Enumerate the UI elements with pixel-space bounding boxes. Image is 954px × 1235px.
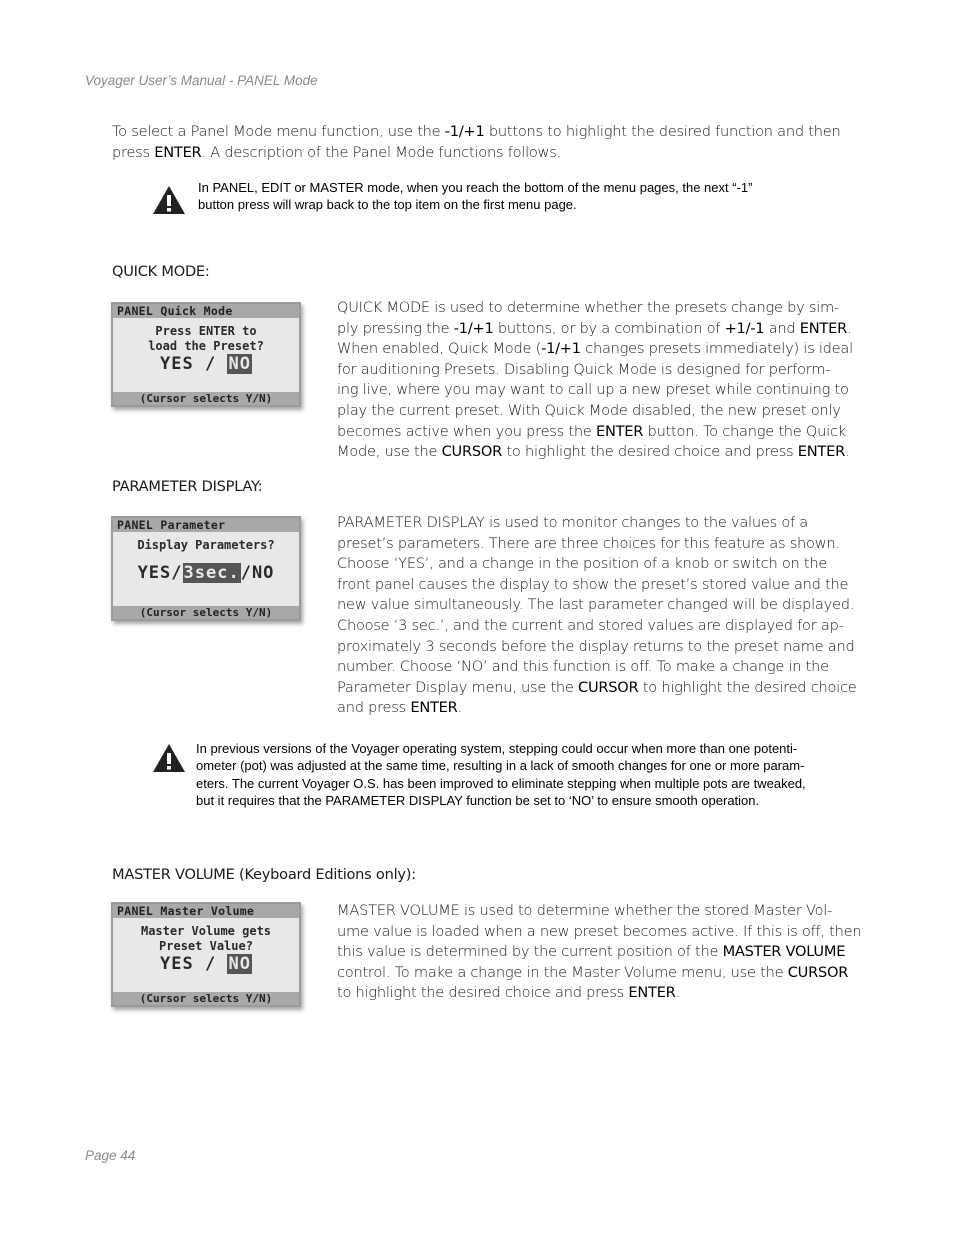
note-line: button press will wrap back to the top item on the first menu page. xyxy=(198,197,577,213)
lcd-footer: (Cursor selects Y/N) xyxy=(113,392,299,405)
lcd-title: PANEL Quick Mode xyxy=(113,304,299,318)
intro-line-1: To select a Panel Mode menu function, use the -1/+1 buttons to highlight the desired function and then xyxy=(112,123,841,140)
warning-triangle-icon xyxy=(151,742,187,774)
lcd-title: PANEL Parameter xyxy=(113,518,299,532)
parameter-display-description xyxy=(337,513,857,719)
lcd-line: Preset Value? xyxy=(159,939,253,953)
keyword: +1/-1 xyxy=(724,319,765,337)
lcd-title: PANEL Master Volume xyxy=(113,904,299,918)
parameter-display-heading: PARAMETER DISPLAY: xyxy=(112,478,263,495)
keyword: -1/+1 xyxy=(453,319,494,337)
page-header: Voyager User’s Manual - PANEL Mode xyxy=(85,73,318,88)
keyword: MASTER VOLUME xyxy=(722,943,846,961)
parameter-display-lcd xyxy=(111,516,301,621)
text-line: this value is determined by the current position of the MASTER VOLUME xyxy=(337,943,846,961)
text-line: number. Choose ‘NO’ and this function is off. To make a change in the xyxy=(337,658,829,676)
keyword: ENTER xyxy=(797,443,845,461)
keyword: ENTER xyxy=(799,319,847,337)
text-line: ply pressing the -1/+1 buttons, or by a combination of +1/-1 and ENTER. xyxy=(337,319,852,337)
text-line: control. To make a change in the Master Volume menu, use the CURSOR xyxy=(337,963,849,981)
text-line: new value simultaneously. The last parameter changed will be displayed. xyxy=(337,596,855,614)
note-line: In PANEL, EDIT or MASTER mode, when you reach the bottom of the menu pages, the next “-1” xyxy=(198,180,753,195)
keyword: ENTER xyxy=(410,699,458,717)
lcd-footer: (Cursor selects Y/N) xyxy=(113,606,299,619)
text-line: Parameter Display menu, use the CURSOR to highlight the desired choice xyxy=(337,678,857,696)
text-line: When enabled, Quick Mode (-1/+1 changes presets immediately) is ideal xyxy=(337,340,853,358)
lcd-choice: YES / NO xyxy=(160,954,251,974)
text-line: for auditioning Presets. Disabling Quick Mode is designed for perform- xyxy=(337,360,831,378)
warning-triangle-icon xyxy=(151,184,187,216)
lcd-selected-no: NO xyxy=(228,354,251,374)
note-stepping xyxy=(196,740,896,809)
quick-mode-description xyxy=(337,298,857,463)
lcd-choice: YES/3sec./NO xyxy=(137,563,275,583)
note-line: In previous versions of the Voyager operating system, stepping could occur when more than one potenti- xyxy=(196,741,798,756)
text-line: PARAMETER DISPLAY is used to monitor changes to the values of a xyxy=(337,514,808,531)
intro-line-2: press ENTER. A description of the Panel Mode functions follows. xyxy=(112,143,561,161)
text-line: MASTER VOLUME is used to determine whether the stored Master Vol- xyxy=(337,902,833,919)
note-line: but it requires that the PARAMETER DISPLAY function be set to ‘NO’ to ensure smooth operation. xyxy=(196,792,760,808)
lcd-selected-no: NO xyxy=(228,954,251,974)
text-line: ume value is loaded when a new preset becomes active. If this is off, then xyxy=(337,922,862,940)
lcd-line: Press ENTER to xyxy=(155,324,257,338)
text-line: front panel causes the display to show the preset’s stored value and the xyxy=(337,575,849,593)
text-line: and press ENTER. xyxy=(337,699,462,717)
lcd-choice: YES / NO xyxy=(160,354,251,374)
text-line: play the current preset. With Quick Mode disabled, the new preset only xyxy=(337,401,841,419)
lcd-line: load the Preset? xyxy=(148,339,264,353)
lcd-footer: (Cursor selects Y/N) xyxy=(113,992,299,1005)
text-line: becomes active when you press the ENTER button. To change the Quick xyxy=(337,422,846,440)
text-line: preset’s parameters. There are three choices for this feature as shown. xyxy=(337,534,840,552)
lcd-line: Display Parameters? xyxy=(137,538,275,552)
text-line: ing live, where you may want to call up a new preset while continuing to xyxy=(337,381,849,399)
text-line: Mode, use the CURSOR to highlight the desired choice and press ENTER. xyxy=(337,443,850,461)
keyword: CURSOR xyxy=(578,678,639,696)
text-line: Choose ‘YES’, and a change in the position of a knob or switch on the xyxy=(337,555,828,573)
page-number: Page 44 xyxy=(85,1148,136,1163)
master-volume-description xyxy=(337,901,862,1004)
lcd-line: Master Volume gets xyxy=(140,924,272,938)
keyword: CURSOR xyxy=(441,443,503,461)
text-line: to highlight the desired choice and press ENTER. xyxy=(337,984,680,1002)
keyword: ENTER xyxy=(628,984,676,1002)
keyword: -1/+1 xyxy=(541,340,581,358)
note-line: eters. The current Voyager O.S. has been improved to eliminate stepping when multiple pots are tweaked, xyxy=(196,775,806,791)
quick-mode-heading: QUICK MODE: xyxy=(112,263,210,280)
text-line: proximately 3 seconds before the display returns to the preset name and xyxy=(337,637,855,655)
intro-paragraph xyxy=(112,122,872,163)
keyword: ENTER xyxy=(596,422,644,440)
note-wrap-around xyxy=(198,179,752,214)
text-line: Choose ‘3 sec.’, and the current and stored values are displayed for ap- xyxy=(337,616,844,634)
master-volume-lcd xyxy=(111,902,301,1007)
master-volume-heading: MASTER VOLUME (Keyboard Editions only): xyxy=(112,866,416,883)
quick-mode-lcd xyxy=(111,302,301,407)
keyword: CURSOR xyxy=(787,963,849,981)
note-line: ometer (pot) was adjusted at the same time, resulting in a lack of smooth changes for one or more param- xyxy=(196,758,805,774)
lcd-selected-3sec: 3sec. xyxy=(183,563,240,583)
text-line: QUICK MODE is used to determine whether the presets change by sim- xyxy=(337,299,840,316)
